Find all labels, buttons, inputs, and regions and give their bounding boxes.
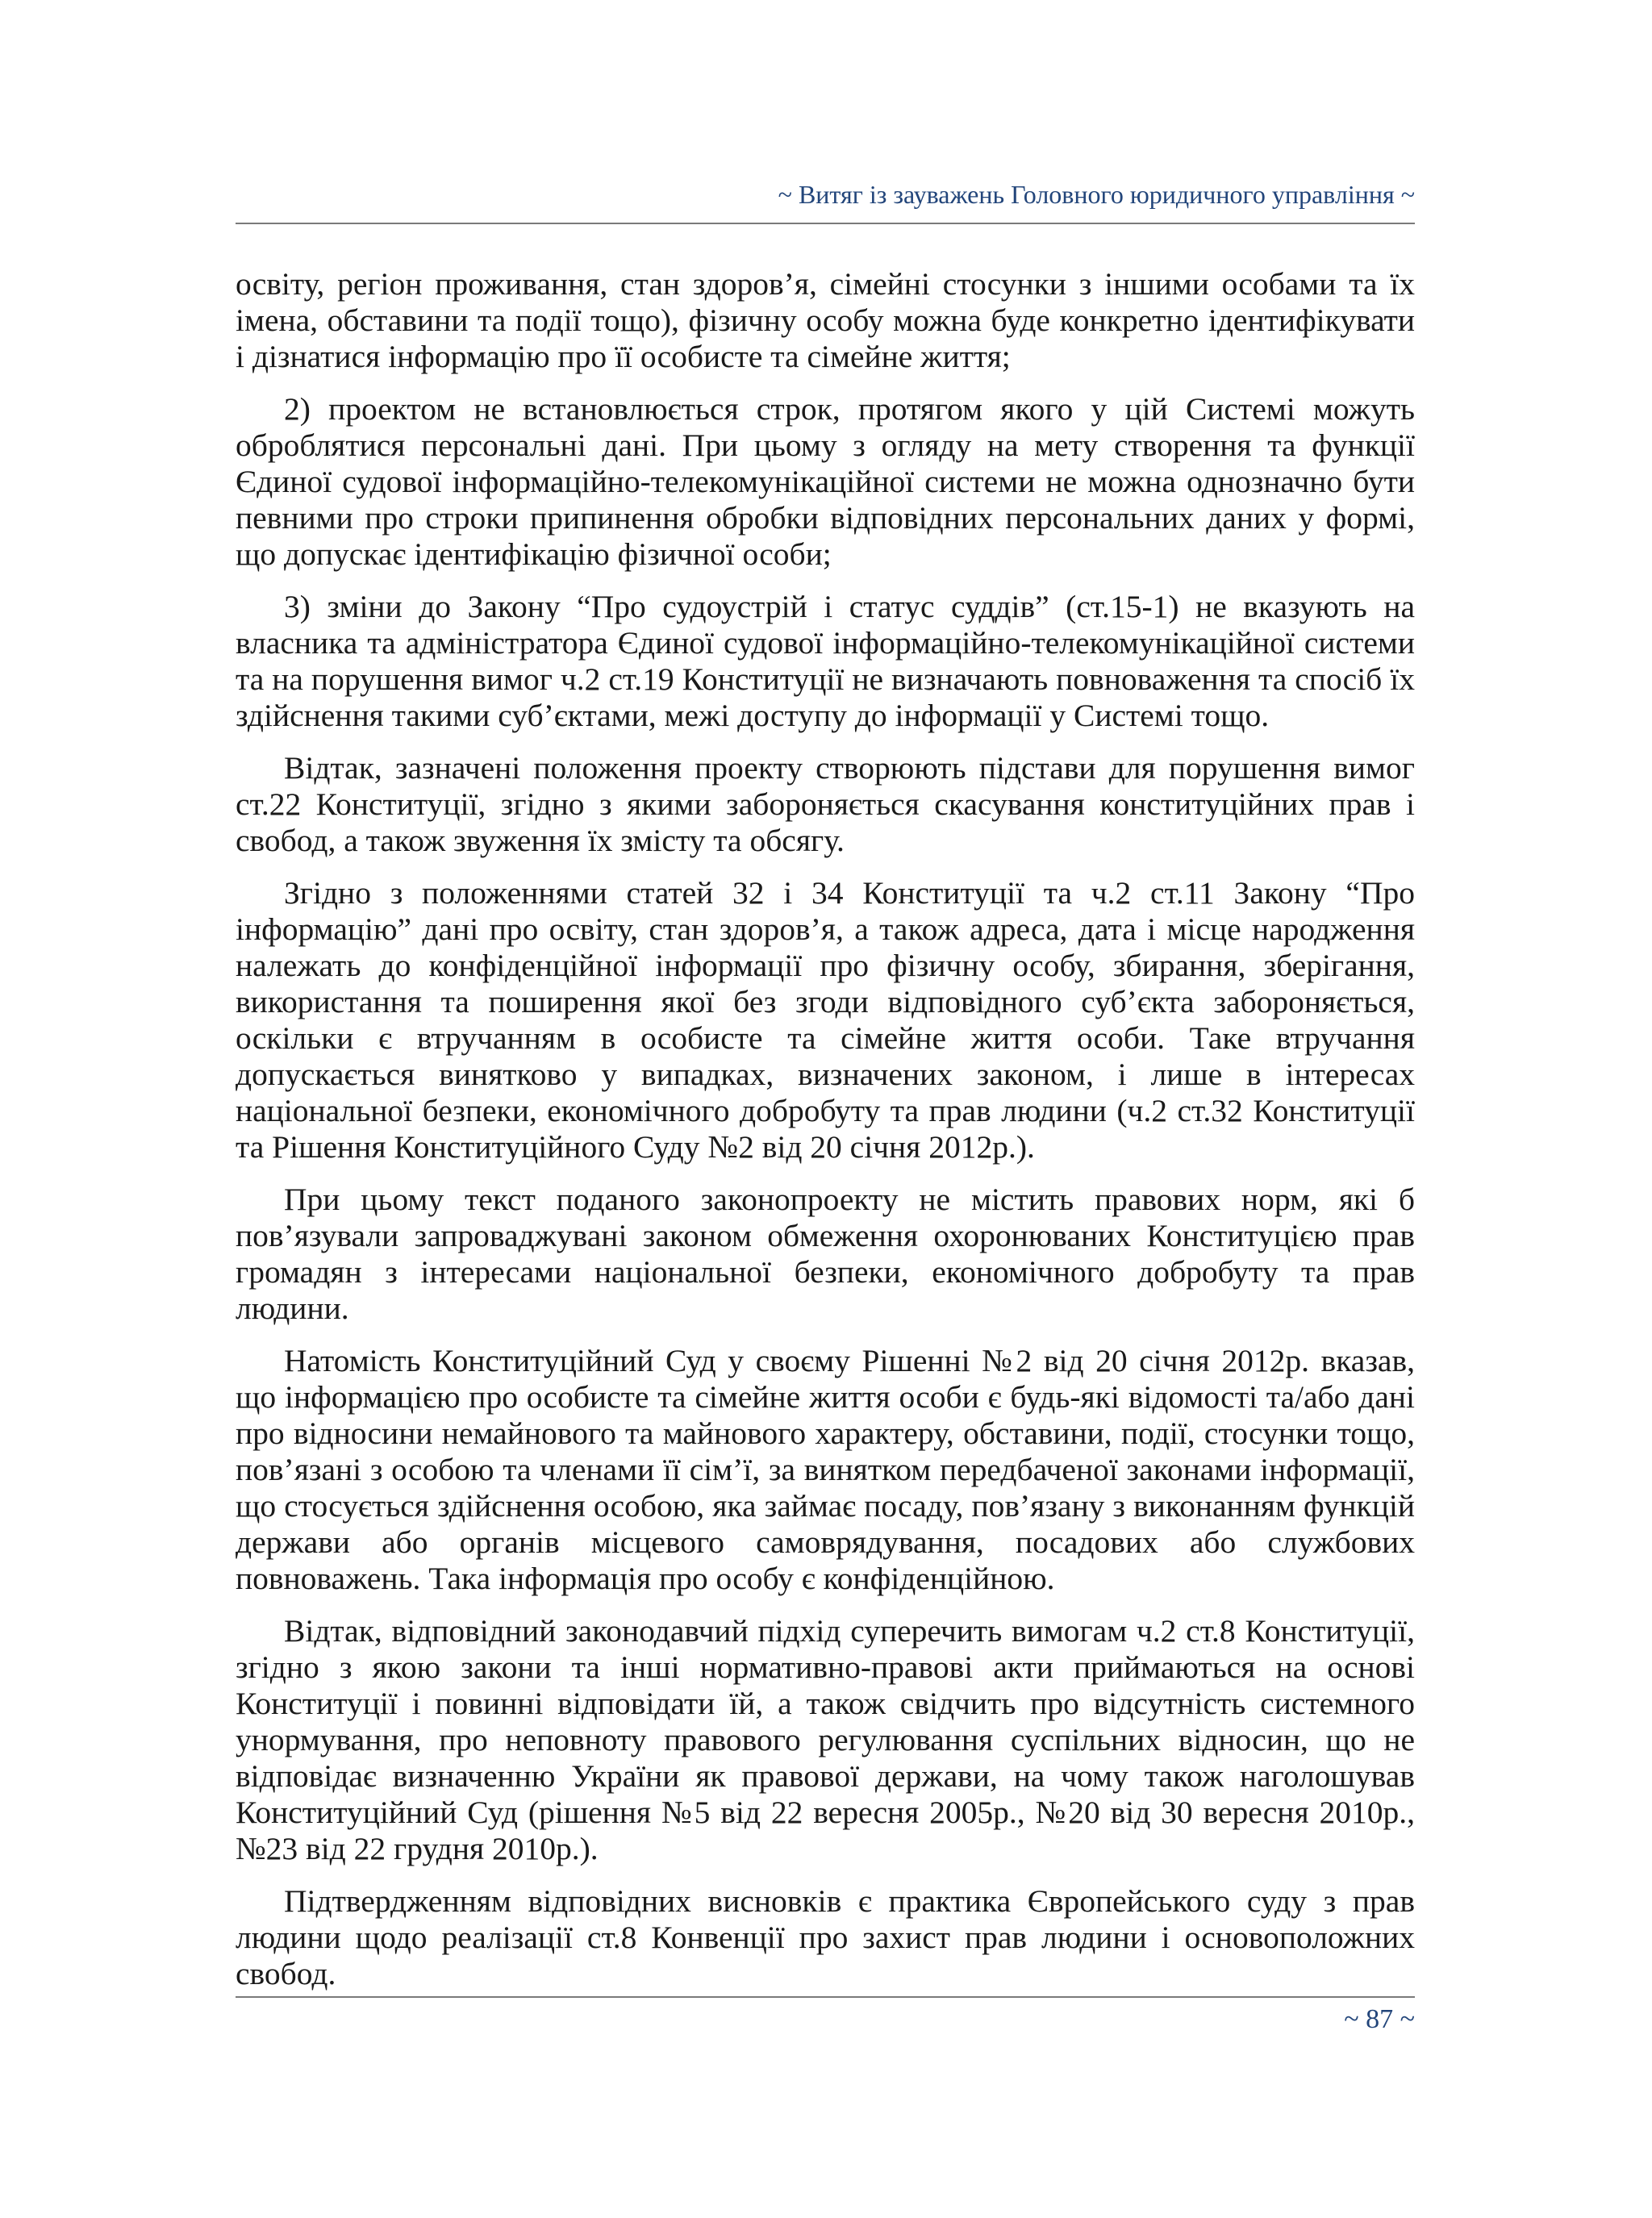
paragraph: Відтак, відповідний законодавчий підхід суперечить вимогам ч.2 ст.8 Конституції, згідно з якою закони та інші нормативно-правові акти приймаються на основі Конституції і повинні відповідати їй, а також свідчить про відсутність системного унормування, про неповноту правового регулювання суспільних відносин, що не відповідає визначенню України як правової держави, на чому також наголошував Конституційний Суд (рішення №5 від 22 вересня 2005р., №20 від 30 вересня 2010р., №23 від 22 грудня 2010р.).: [236, 1613, 1415, 1866]
paragraph: Підтвердженням відповідних висновків є практика Європейського суду з прав людини щодо реалізації ст.8 Конвенції про захист прав людини і основоположних свобод.: [236, 1883, 1415, 1991]
body-text: [236, 266, 1415, 2008]
paragraph: Згідно з положеннями статей 32 і 34 Конституції та ч.2 ст.11 Закону “Про інформацію” дані про освіту, стан здоров’я, а також адреса, дата і місце народження належать до конфіденційної інформації про фізичну особу, збирання, зберігання, використання та поширення якої без згоди відповідного суб’єкта забороняється, оскільки є втручанням в особисте та сімейне життя особи. Таке втручання допускається винятково у випадках, визначених законом, і лише в інтересах національної безпеки, економічного добробуту та прав людини (ч.2 ст.32 Конституції та Рішення Конституційного Суду №2 від 20 січня 2012р.).: [236, 875, 1415, 1165]
footer-rule: [236, 1996, 1415, 1998]
paragraph: 3) зміни до Закону “Про судоустрій і статус суддів” (ст.15-1) не вказують на власника та адміністратора Єдиної судової інформаційно-телекомунікаційної системи та на порушення вимог ч.2 ст.19 Конституції не визначають повноваження та спосіб їх здійснення такими суб’єктами, межі доступу до інформації у Системі тощо.: [236, 589, 1415, 733]
paragraph: Відтак, зазначені положення проекту створюють підстави для порушення вимог ст.22 Конституції, згідно з якими забороняється скасування конституційних прав і свобод, а також звуження їх змісту та обсягу.: [236, 750, 1415, 858]
paragraph-continuation: освіту, регіон проживання, стан здоров’я, сімейні стосунки з іншими особами та їх імена, обставини та події тощо), фізичну особу можна буде конкретно ідентифікувати і дізнатися інформацію про її особисте та сімейне життя;: [236, 266, 1415, 374]
running-header: ~ Витяг із зауважень Головного юридичного управління ~: [778, 180, 1415, 209]
page-number: ~ 87 ~: [1344, 2004, 1415, 2034]
header-rule: [236, 223, 1415, 224]
paragraph: Натомість Конституційний Суд у своєму Рішенні №2 від 20 січня 2012р. вказав, що інформацією про особисте та сімейне життя особи є будь-які відомості та/або дані про відносини немайнового та майнового характеру, обставини, події, стосунки тощо, пов’язані з особою та членами її сім’ї, за винятком передбаченої законами інформації, що стосується здійснення особою, яка займає посаду, пов’язану з виконанням функцій держави або органів місцевого самоврядування, посадових або службових повноважень. Така інформація про особу є конфіденційною.: [236, 1343, 1415, 1596]
paragraph: При цьому текст поданого законопроекту не містить правових норм, які б пов’язували запроваджувані законом обмеження охоронюваних Конституцією прав громадян з інтересами національної безпеки, економічного добробуту та прав людини.: [236, 1182, 1415, 1326]
paragraph: 2) проектом не встановлюється строк, протягом якого у цій Системі можуть оброблятися персональні дані. При цьому з огляду на мету створення та функції Єдиної судової інформаційно-телекомунікаційної системи не можна однозначно бути певними про строки припинення обробки відповідних персональних даних у формі, що допускає ідентифікацію фізичної особи;: [236, 391, 1415, 572]
